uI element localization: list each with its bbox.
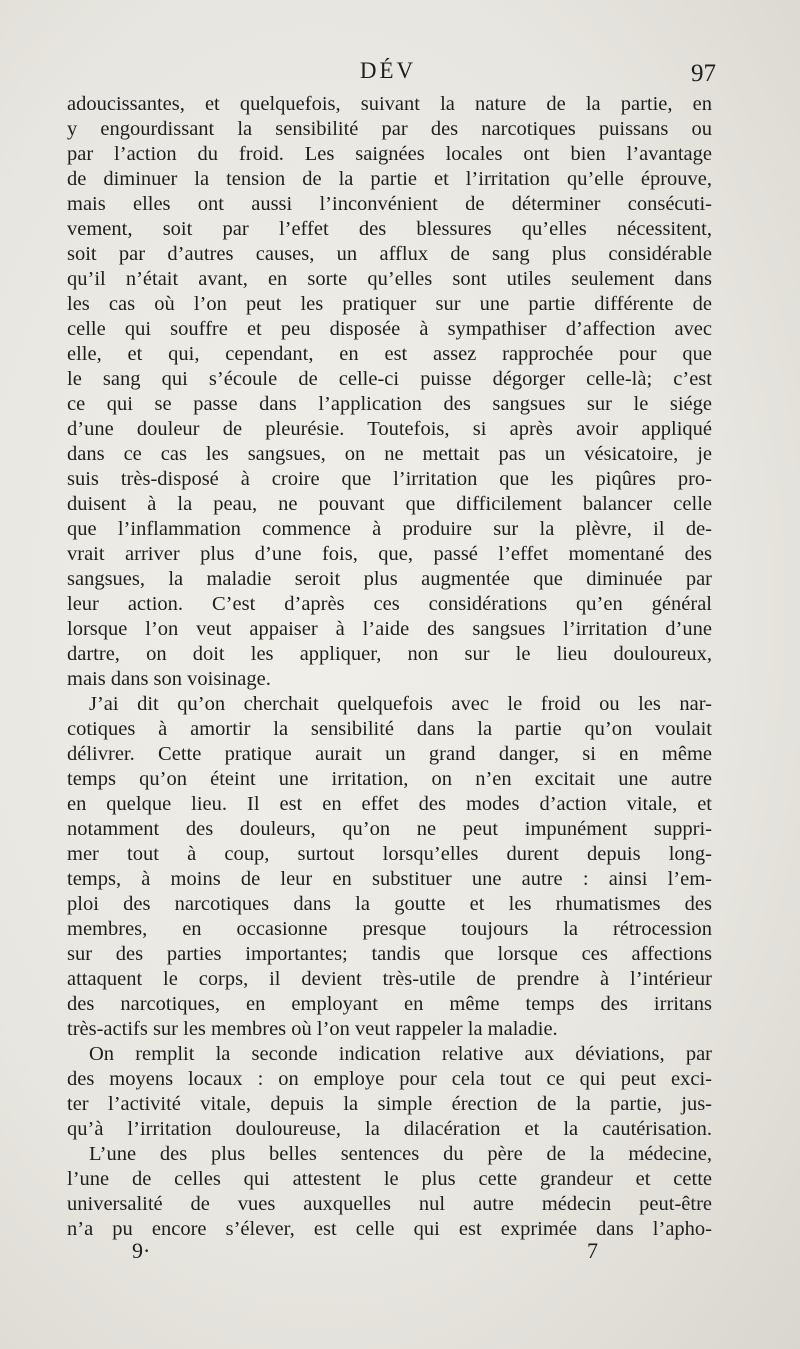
paragraph [67,692,712,1042]
text-line: On remplit la seconde indication relative aux déviations, par [89,1043,712,1065]
running-head: DÉV [359,58,417,83]
text-line: celle qui souffre et peu disposée à sympathiser d’affection avec [67,318,712,340]
text-line: de diminuer la tension de la partie et l’irritation qu’elle éprouve, [67,168,712,190]
text-line: universalité de vues auxquelles nul autre médecin peut-être [67,1193,712,1215]
text-line: L’une des plus belles sentences du père de la médecine, [89,1143,712,1165]
signature-mark: 9· [132,1238,151,1263]
paragraph [67,92,712,692]
text-line: cotiques à amortir la sensibilité dans la partie qu’on voulait [67,718,712,740]
text-line: mais elles ont aussi l’inconvénient de déterminer consécuti- [67,193,712,215]
text-line: en quelque lieu. Il est en effet des modes d’action vitale, et [67,793,712,815]
text-line: qu’à l’irritation douloureuse, la dilacération et la cautérisation. [67,1118,712,1140]
text-line: membres, en occasionne presque toujours la rétrocession [67,918,712,940]
text-line: n’a pu encore s’élever, est celle qui est exprimée dans l’apho- [67,1218,712,1240]
text-line: mais dans son voisinage. [67,668,271,690]
text-line: ploi des narcotiques dans la goutte et les rhumatismes des [67,893,712,915]
page-number: 97 [691,60,716,87]
text-line: d’une douleur de pleurésie. Toutefois, si après avoir appliqué [67,418,712,440]
text-line: des narcotiques, en employant en même temps des irritans [67,993,712,1015]
text-line: ter l’activité vitale, depuis la simple érection de la partie, jus- [67,1093,712,1115]
text-line: par l’action du froid. Les saignées locales ont bien l’avantage [67,143,712,165]
text-line: soit par d’autres causes, un afflux de sang plus considérable [67,243,712,265]
body-text [67,92,712,1242]
text-line: vrait arriver plus d’une fois, que, passé l’effet momentané des [67,543,712,565]
text-line: l’une de celles qui attestent le plus cette grandeur et cette [67,1168,712,1190]
text-line: mer tout à coup, surtout lorsqu’elles durent depuis long- [67,843,712,865]
text-line: délivrer. Cette pratique aurait un grand danger, si en même [67,743,712,765]
paragraph [67,1042,712,1142]
text-line: très-actifs sur les membres où l’on veut rappeler la maladie. [67,1018,558,1040]
text-line: temps, à moins de leur en substituer une autre : ainsi l’em- [67,868,712,890]
text-line: suis très-disposé à croire que l’irritation que les piqûres pro- [67,468,712,490]
text-line: elle, et qui, cependant, en est assez rapprochée pour que [67,343,712,365]
text-line: adoucissantes, et quelquefois, suivant la nature de la partie, en [67,93,712,115]
text-line: J’ai dit qu’on cherchait quelquefois avec le froid ou les nar- [89,693,712,715]
text-line: sangsues, la maladie seroit plus augmentée que diminuée par [67,568,712,590]
text-line: lorsque l’on veut appaiser à l’aide des sangsues l’irritation d’une [67,618,712,640]
text-line: des moyens locaux : on employe pour cela tout ce qui peut exci- [67,1068,712,1090]
text-line: leur action. C’est d’après ces considérations qu’en général [67,593,712,615]
text-line: attaquent le corps, il devient très-utile de prendre à l’intérieur [67,968,712,990]
text-line: que l’inflammation commence à produire sur la plèvre, il de- [67,518,712,540]
text-line: dartre, on doit les appliquer, non sur le lieu douloureux, [67,643,712,665]
text-line: vement, soit par l’effet des blessures qu’elles nécessitent, [67,218,712,240]
signature-number: 7 [587,1238,598,1263]
text-line: le sang qui s’écoule de celle-ci puisse dégorger celle-là; c’est [67,368,712,390]
text-line: temps qu’on éteint une irritation, on n’en excitait une autre [67,768,712,790]
text-line: dans ce cas les sangsues, on ne mettait pas un vésicatoire, je [67,443,712,465]
page-header [68,58,716,92]
text-line: les cas où l’on peut les pratiquer sur une partie différente de [67,293,712,315]
text-line: qu’il n’était avant, en sorte qu’elles sont utiles seulement dans [67,268,712,290]
text-line: notamment des douleurs, qu’on ne peut impunément suppri- [67,818,712,840]
paragraph [67,1142,712,1242]
text-line: ce qui se passe dans l’application des sangsues sur le siége [67,393,712,415]
page-footer [60,1238,700,1268]
text-line: y engourdissant la sensibilité par des narcotiques puissans ou [67,118,712,140]
text-line: sur des parties importantes; tandis que lorsque ces affections [67,943,712,965]
text-line: duisent à la peau, ne pouvant que difficilement balancer celle [67,493,712,515]
